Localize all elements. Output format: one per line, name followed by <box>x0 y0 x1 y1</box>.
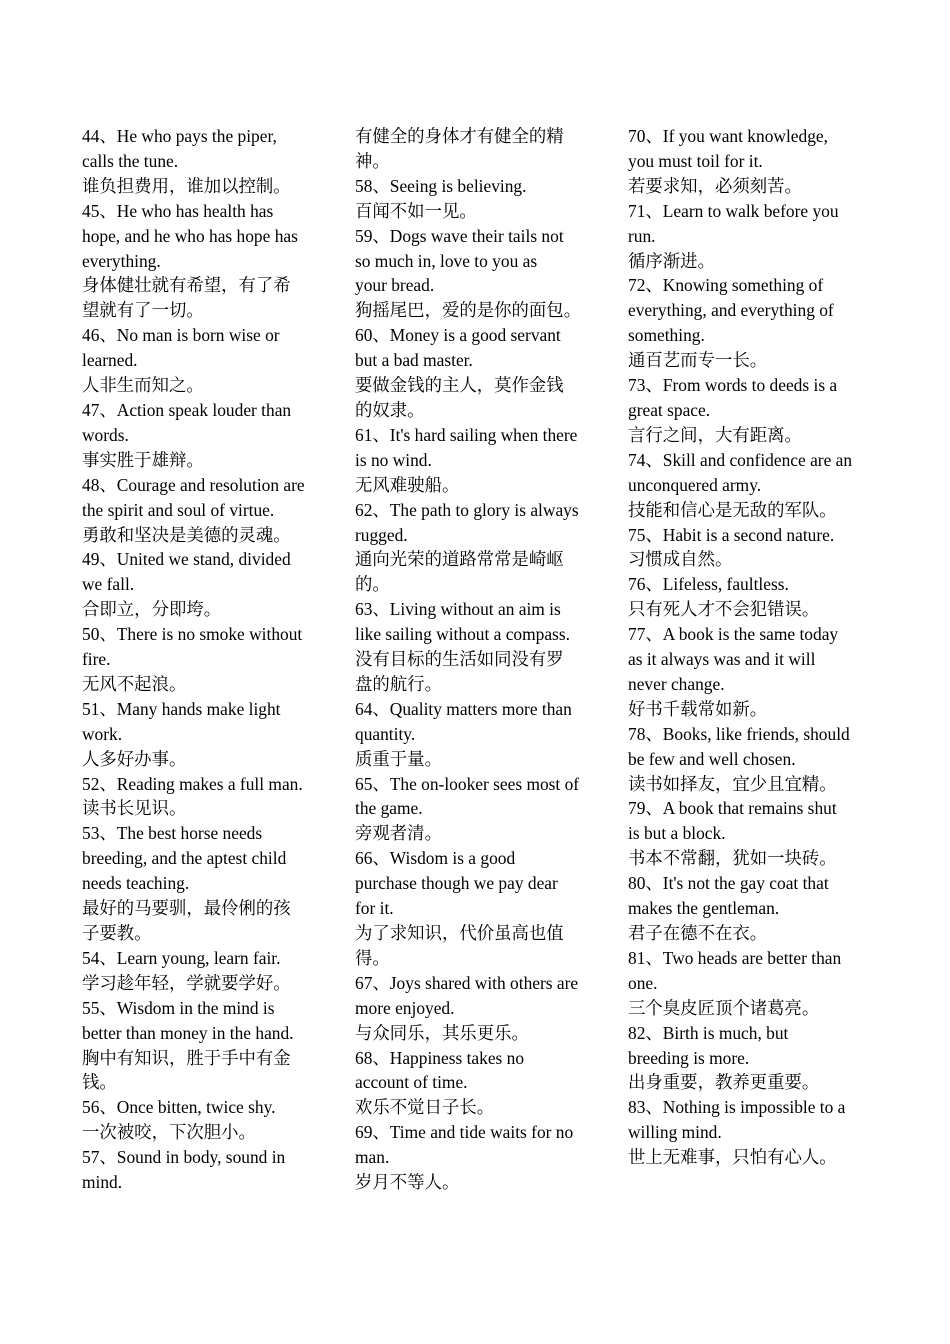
text-line: you must toil for it. <box>628 150 763 171</box>
text-line: rugged. <box>355 524 408 545</box>
text-line: for it. <box>355 898 394 919</box>
text-line: we fall. <box>82 574 135 595</box>
text-line: 合即立，分即垮。 <box>82 599 222 620</box>
text-line: 欢乐不觉日子长。 <box>355 1097 495 1118</box>
text-line: 循序渐进。 <box>628 250 715 271</box>
text-line: 64、Quality matters more than <box>355 698 572 719</box>
text-line: 神。 <box>355 150 390 171</box>
text-line: 71、Learn to walk before you <box>628 200 839 221</box>
text-line: breeding, and the aptest child <box>82 848 287 869</box>
text-line: words. <box>82 424 129 445</box>
text-line: 为了求知识，代价虽高也值 <box>355 923 564 943</box>
text-line: be few and well chosen. <box>628 748 796 769</box>
text-line: 49、United we stand, divided <box>82 549 291 570</box>
text-line: something. <box>628 325 705 346</box>
text-line: 谁负担费用，谁加以控制。 <box>82 175 291 196</box>
text-line: 59、Dogs wave their tails not <box>355 225 564 246</box>
text-line: 54、Learn young, learn fair. <box>82 947 281 968</box>
text-line: your bread. <box>355 275 435 296</box>
text-line: 53、The best horse needs <box>82 823 263 844</box>
text-line: 65、The on-looker sees most of <box>355 773 580 794</box>
text-line: 81、Two heads are better than <box>628 947 842 968</box>
text-line: 58、Seeing is believing. <box>355 175 527 196</box>
text-line: 45、He who has health has <box>82 200 274 221</box>
text-line: 望就有了一切。 <box>82 300 204 321</box>
text-line: 77、A book is the same today <box>628 624 839 645</box>
text-column-1 <box>82 124 324 1195</box>
text-line: 76、Lifeless, faultless. <box>628 574 789 595</box>
text-line: breeding is more. <box>628 1047 750 1068</box>
text-line: 最好的马要驯，最伶俐的孩 <box>82 898 291 919</box>
text-line: 75、Habit is a second nature. <box>628 524 835 545</box>
text-line: needs teaching. <box>82 873 190 894</box>
text-line: 人非生而知之。 <box>82 375 204 396</box>
text-line: 有健全的身体才有健全的精 <box>355 126 564 146</box>
text-line: 三个臭皮匠顶个诸葛亮。 <box>628 997 820 1018</box>
text-line: 46、No man is born wise or <box>82 325 280 346</box>
text-line: as it always was and it will <box>628 649 816 670</box>
text-line: 世上无难事，只怕有心人。 <box>628 1147 837 1168</box>
text-line: 60、Money is a good servant <box>355 325 561 346</box>
text-line: 若要求知，必须刻苦。 <box>628 175 802 196</box>
text-line: 得。 <box>355 947 390 968</box>
text-line: 出身重要，教养更重要。 <box>628 1072 820 1093</box>
text-line: 67、Joys shared with others are <box>355 972 579 993</box>
text-line: 83、Nothing is impossible to a <box>628 1097 846 1118</box>
text-line: 百闻不如一见。 <box>355 200 477 221</box>
text-line: 50、There is no smoke without <box>82 624 303 645</box>
text-line: 事实胜于雄辩。 <box>82 449 204 470</box>
text-line: 48、Courage and resolution are <box>82 474 305 495</box>
text-line: run. <box>628 225 656 246</box>
text-line: 66、Wisdom is a good <box>355 848 516 869</box>
text-line: 勇敢和坚决是美德的灵魂。 <box>82 524 291 545</box>
text-line: 君子在德不在衣。 <box>628 923 768 943</box>
text-line: 通向光荣的道路常常是崎岖 <box>355 549 564 570</box>
text-line: 69、Time and tide waits for no <box>355 1122 574 1143</box>
text-line: 要做金钱的主人，莫作金钱 <box>355 375 564 396</box>
text-line: 旁观者清。 <box>355 823 442 844</box>
text-line: 人多好办事。 <box>82 748 187 769</box>
text-line: 无风难驶船。 <box>355 474 460 495</box>
text-line: so much in, love to you as <box>355 250 538 271</box>
text-line: unconquered army. <box>628 474 762 495</box>
text-line: everything, and everything of <box>628 300 834 321</box>
text-line: 74、Skill and confidence are an <box>628 449 853 470</box>
text-line: work. <box>82 723 123 744</box>
text-line: 78、Books, like friends, should <box>628 723 850 744</box>
text-line: 82、Birth is much, but <box>628 1022 789 1043</box>
text-line: 质重于量。 <box>355 748 442 769</box>
text-line: mind. <box>82 1172 123 1193</box>
text-line: 与众同乐，其乐更乐。 <box>355 1022 529 1043</box>
text-line: man. <box>355 1147 390 1168</box>
text-line: 通百艺而专一长。 <box>628 350 768 371</box>
text-line: one. <box>628 972 658 993</box>
text-line: 55、Wisdom in the mind is <box>82 997 275 1018</box>
text-line: fire. <box>82 649 111 670</box>
text-line: 身体健壮就有希望，有了希 <box>82 275 291 296</box>
text-line: 73、From words to deeds is a <box>628 375 838 396</box>
text-line: 的。 <box>355 574 390 595</box>
text-line: 书本不常翻，犹如一块砖。 <box>628 848 837 869</box>
text-line: great space. <box>628 399 711 420</box>
text-line: 72、Knowing something of <box>628 275 824 296</box>
text-line: 钱。 <box>82 1072 117 1093</box>
text-line: 狗摇尾巴，爱的是你的面包。 <box>355 300 582 321</box>
text-line: 岁月不等人。 <box>355 1172 460 1193</box>
text-line: 79、A book that remains shut <box>628 798 837 819</box>
text-line: quantity. <box>355 723 416 744</box>
text-line: 没有目标的生活如同没有罗 <box>355 649 564 670</box>
text-line: 盘的航行。 <box>355 673 442 694</box>
text-line: 44、He who pays the piper, <box>82 126 277 146</box>
text-line: better than money in the hand. <box>82 1022 294 1043</box>
text-line: 好书千载常如新。 <box>628 698 768 719</box>
text-line: 70、If you want knowledge, <box>628 126 828 146</box>
text-line: 52、Reading makes a full man. <box>82 773 303 794</box>
text-line: 只有死人才不会犯错误。 <box>628 599 820 620</box>
text-line: 读书如择友，宜少且宜精。 <box>628 773 837 794</box>
text-line: 57、Sound in body, sound in <box>82 1147 286 1168</box>
text-line: 61、It's hard sailing when there <box>355 424 578 445</box>
text-line: willing mind. <box>628 1122 722 1143</box>
text-line: 无风不起浪。 <box>82 673 187 694</box>
text-line: 胸中有知识，胜于手中有金 <box>82 1047 291 1068</box>
text-column-2 <box>355 124 599 1195</box>
text-line: account of time. <box>355 1072 468 1093</box>
text-line: makes the gentleman. <box>628 898 780 919</box>
text-line: never change. <box>628 673 725 694</box>
text-line: 习惯成自然。 <box>628 549 733 570</box>
text-line: 学习趁年轻，学就要学好。 <box>82 972 291 993</box>
text-line: is no wind. <box>355 449 432 470</box>
text-line: calls the tune. <box>82 150 179 171</box>
text-line: everything. <box>82 250 161 271</box>
text-line: the spirit and soul of virtue. <box>82 499 275 520</box>
text-line: more enjoyed. <box>355 997 455 1018</box>
text-line: 56、Once bitten, twice shy. <box>82 1097 276 1118</box>
text-column-3 <box>628 124 874 1170</box>
text-line: 47、Action speak louder than <box>82 399 292 420</box>
text-line: is but a block. <box>628 823 726 844</box>
text-line: 68、Happiness takes no <box>355 1047 525 1068</box>
text-line: hope, and he who has hope has <box>82 225 298 246</box>
text-line: 62、The path to glory is always <box>355 499 579 520</box>
text-line: learned. <box>82 350 138 371</box>
text-line: 技能和信心是无敌的军队。 <box>628 499 837 520</box>
text-line: 言行之间，大有距离。 <box>628 424 802 445</box>
text-line: 63、Living without an aim is <box>355 599 561 620</box>
text-line: purchase though we pay dear <box>355 873 558 894</box>
text-line: like sailing without a compass. <box>355 624 570 645</box>
text-line: 的奴隶。 <box>355 399 425 420</box>
text-line: 一次被咬，下次胆小。 <box>82 1122 256 1143</box>
text-line: 51、Many hands make light <box>82 698 281 719</box>
text-line: 读书长见识。 <box>82 798 187 819</box>
text-line: 80、It's not the gay coat that <box>628 873 829 894</box>
text-line: 子要教。 <box>82 923 152 943</box>
text-line: but a bad master. <box>355 350 473 371</box>
text-line: the game. <box>355 798 423 819</box>
